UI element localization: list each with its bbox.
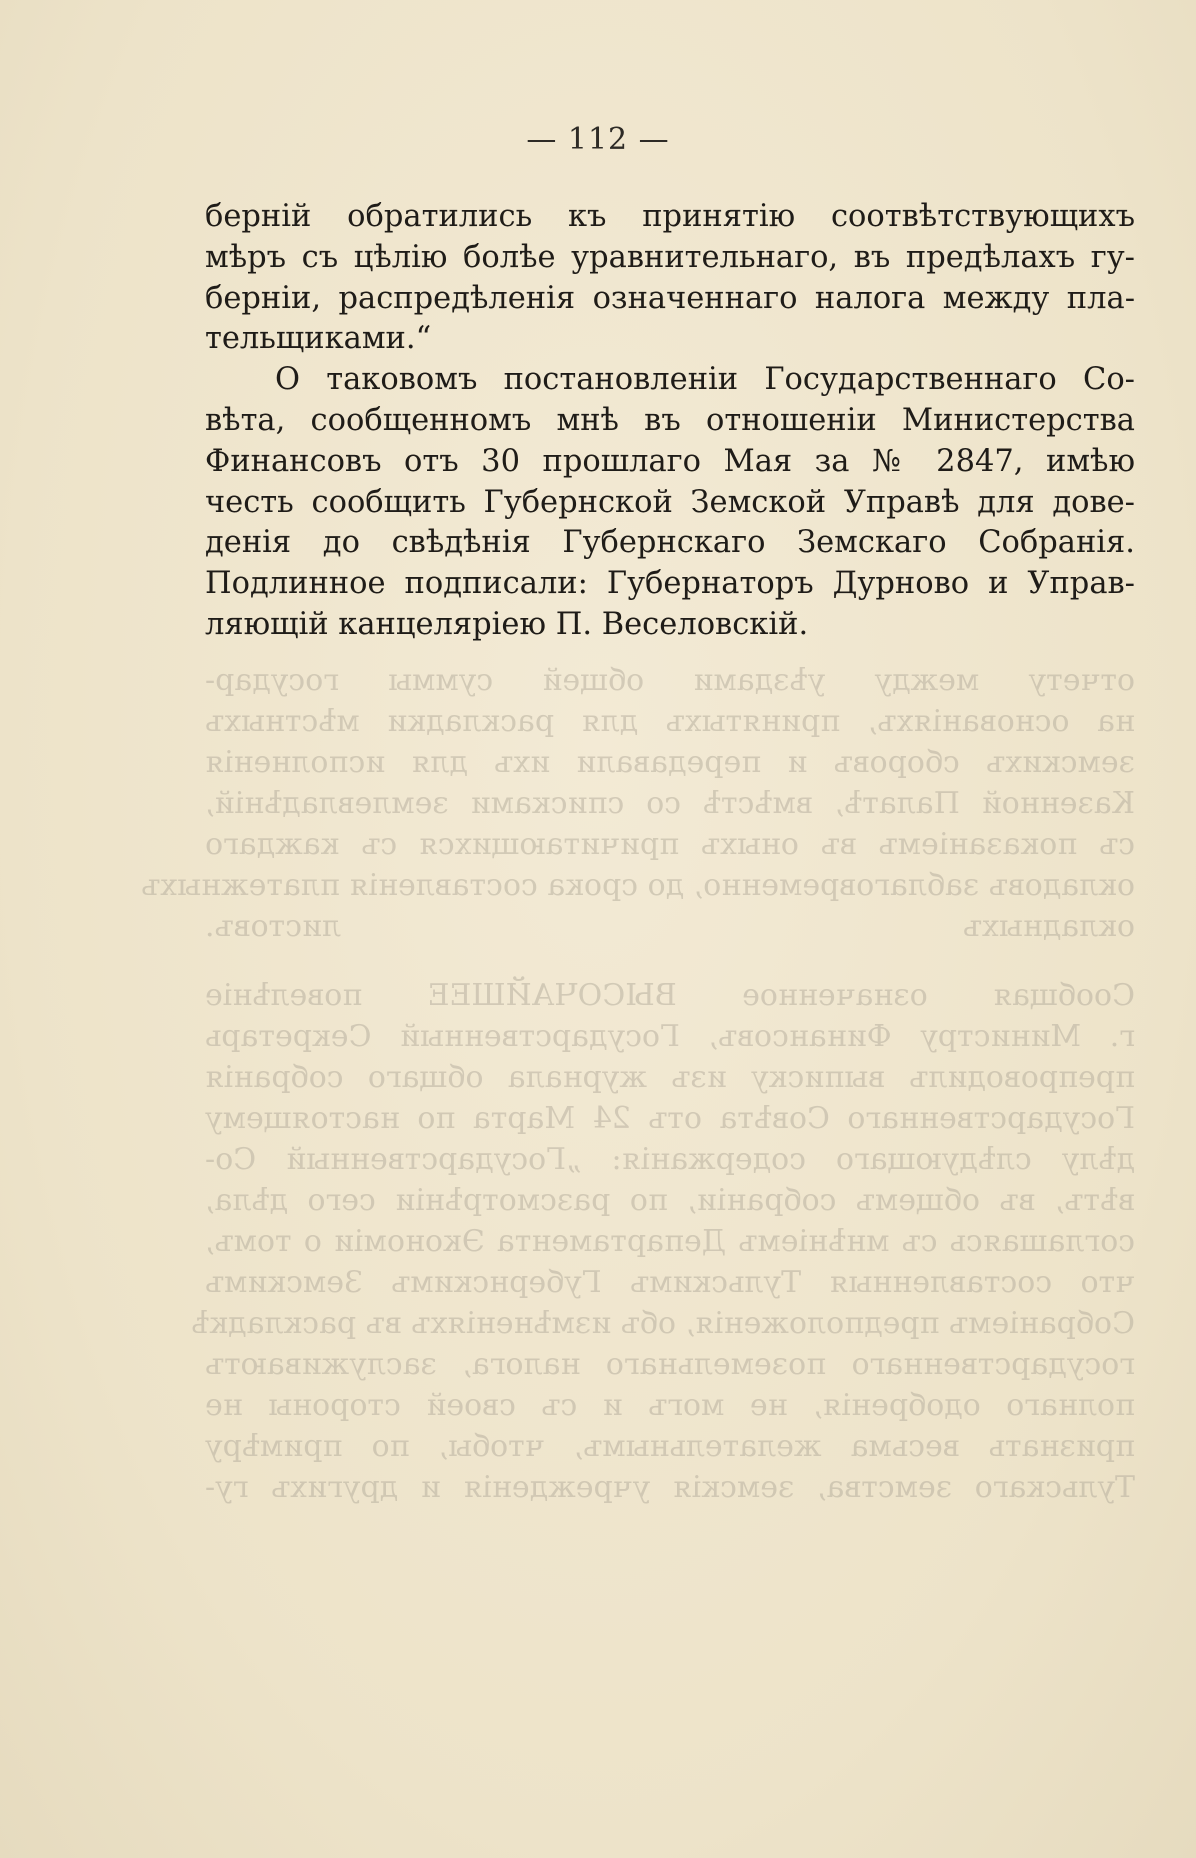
bleed-through-line: дѣлу слѣдующаго содержанія: „Государственный Со- <box>205 1142 1135 1177</box>
bleed-through-line: полнаго одобренія, не могъ и съ своей стороны не <box>205 1388 1135 1423</box>
text-line: тельщиками.“ <box>205 321 432 357</box>
text-line: берніи, распредѣленія означеннаго налога между пла- <box>205 280 1135 316</box>
bleed-through-line: Казенной Палатѣ, вмѣстѣ со списками землевладѣній, <box>205 786 1135 821</box>
bleed-through-line: Собраніемъ предположенія, объ измѣненіяхъ въ раскладкѣ <box>191 1306 1135 1341</box>
bleed-through-line: что составленныя Тульскимъ Губернскимъ Земскимъ <box>205 1265 1135 1300</box>
bleed-through-line: на основаніяхъ, принятыхъ для раскладки мѣстныхъ <box>205 704 1135 739</box>
document-body <box>205 197 1135 646</box>
bleed-through-line: соглашаясь съ мнѣніемъ Департамента Экономіи о томъ, <box>205 1224 1135 1259</box>
bleed-through-line: съ показаніемъ въ оныхъ причитающихся съ каждаго <box>205 827 1135 862</box>
bleed-through-line: отчету между уѣздами общей суммы государ- <box>205 663 1135 698</box>
bleed-through-line: Сообщая означенное ВЫСОЧАЙШЕЕ повелѣніе <box>205 978 1135 1013</box>
bleed-through-line: Тульскаго земства, земскія учрежденія и другихъ гу- <box>205 1470 1135 1505</box>
bleed-through-line: признать весьма желательнымъ, чтобы, по примѣру <box>205 1429 1135 1464</box>
bleed-through-text <box>141 660 1135 1508</box>
bleed-through-line: препроводилъ выписку изъ журнала общаго собранія <box>205 1060 1135 1095</box>
text-line: денія до свѣдѣнія Губернскаго Земскаго Собранія. <box>205 525 1135 561</box>
bleed-through-gap <box>205 947 1135 975</box>
bleed-through-line: вѣтъ, въ общемъ собраніи, по разсмотрѣніи сего дѣла, <box>205 1183 1135 1218</box>
bleed-through-line: Государственнаго Совѣта отъ 24 Марта по настоящему <box>205 1101 1135 1136</box>
bleed-through-line: окладныхъ листовъ. <box>205 909 1135 944</box>
text-line: берній обратились къ принятію соотвѣтствующихъ <box>205 199 1135 234</box>
page-number: — 112 — <box>526 122 670 157</box>
bleed-through-line: окладовъ заблаговременно, до срока составленія платежныхъ <box>141 868 1135 903</box>
text-line: мѣръ съ цѣлію болѣе уравнительнаго, въ предѣлахъ гу- <box>205 239 1135 275</box>
bleed-through-line: г. Министру Финансовъ, Государственный Секретарь <box>205 1019 1135 1054</box>
text-line: Финансовъ отъ 30 прошлаго Мая за № 2847, имѣю <box>205 443 1135 479</box>
text-line: вѣта, сообщенномъ мнѣ въ отношеніи Министерства <box>205 402 1135 438</box>
text-line: ляющій канцеляріею П. Веселовскій. <box>205 606 809 642</box>
paragraph-notice <box>205 360 1135 646</box>
paragraph-continuation <box>205 197 1135 360</box>
bleed-through-line: земскихъ сборовъ и передавали ихъ для исполненія <box>205 745 1135 780</box>
text-line: Подлинное подписали: Губернаторъ Дурново и Управ- <box>205 566 1135 602</box>
bleed-through-line: государственнаго поземельнаго налога, заслуживаютъ <box>205 1347 1135 1382</box>
text-line: О таковомъ постановленіи Государственнаго Со- <box>275 362 1135 398</box>
text-line: честь сообщить Губернской Земской Управѣ для дове- <box>205 484 1135 520</box>
